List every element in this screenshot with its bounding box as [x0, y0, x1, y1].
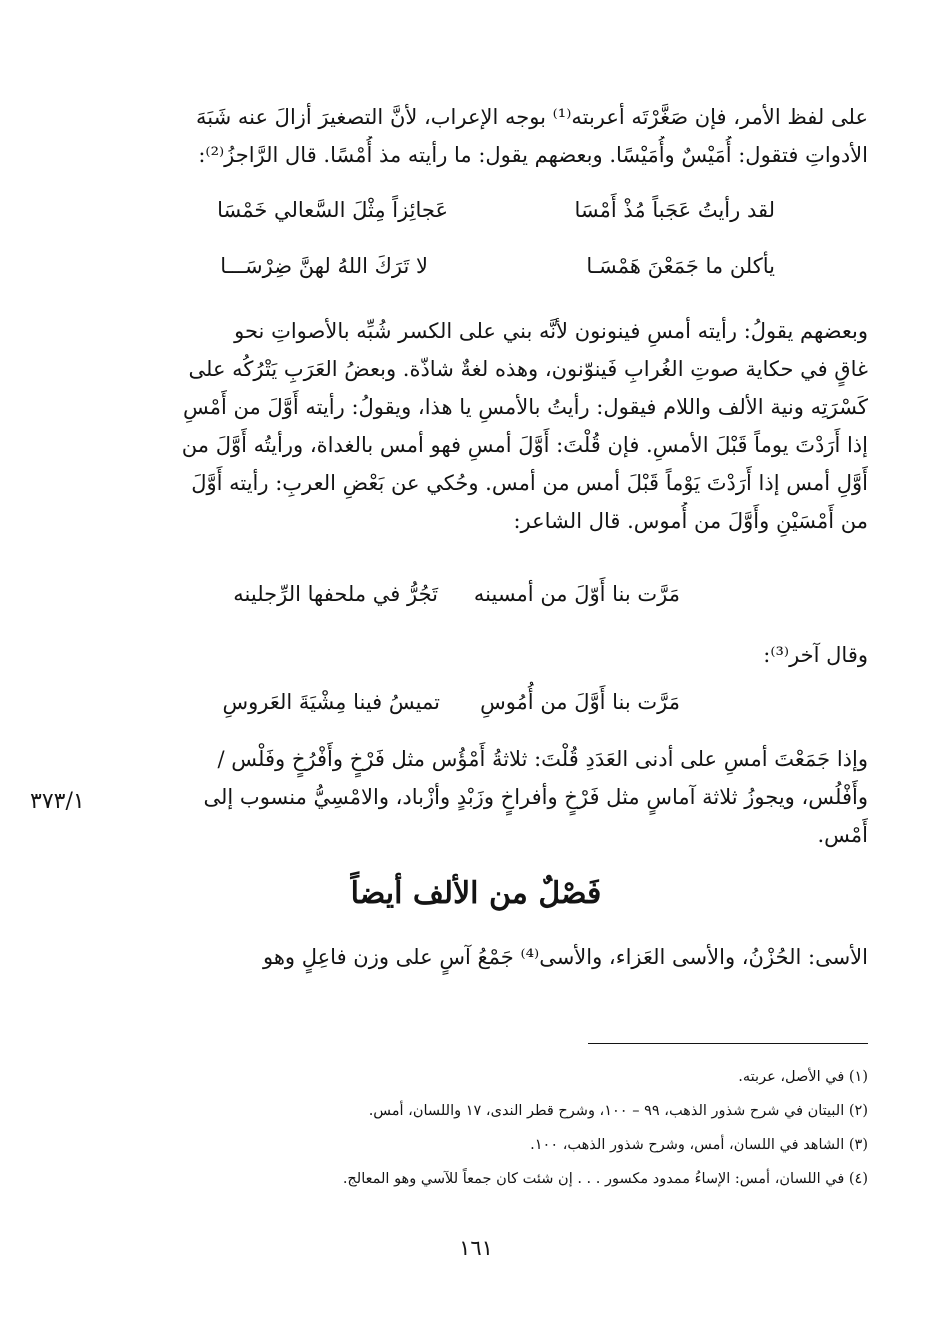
text-line: أَمْس.: [817, 823, 868, 847]
text-line: الأسى: الحُزْنُ، والأسى العَزاء، والأسى⁽⁴⁾ جَمْعُ آسٍ على وزن فاعِلٍ وهو: [263, 945, 868, 969]
verse-second-hemistich: لا تَرَكَ اللهُ لهنَّ ضِرْسَـــا: [220, 254, 428, 278]
verse-3: [140, 582, 868, 622]
verse-first-hemistich: يأكلن ما جَمَعْنَ هَمْسَـا: [586, 254, 775, 278]
footnote-4: (٤) في اللسان، أمس: الإساءُ ممدود مكسور . . . إن شئت كان جمعاً للآسي وهو المعالج.: [342, 1171, 868, 1187]
verse-4: [140, 690, 868, 730]
section-title: فَصْلٌ من الألف أيضاً: [350, 876, 602, 911]
text-line: وبعضهم يقولُ: رأيته أمسِ فينونون لأنَّه بني على الكسر شُبِّه بالأصواتِ نحو: [234, 319, 868, 343]
paragraph-1: [140, 98, 868, 174]
margin-reference: ٣٧٣/١: [30, 789, 85, 814]
text-line: الأدواتِ فتقول: أُمَيْسٌ وأُمَيْسًا. وبعضهم يقول: ما رأيته مذ أُمْسًا. قال الرَّاجزُ⁽²⁾:: [198, 143, 868, 167]
verse-second-hemistich: عَجائِزاً مِثْلَ السَّعالي خَمْسَا: [217, 198, 448, 222]
verse-first-hemistich: مَرَّت بنا أَوّلَ من أمسينه: [473, 582, 680, 606]
text-line: وقال آخر⁽³⁾:: [763, 643, 868, 667]
text-line: على لفظ الأمر، فإن صَغَّرْتَه أعربته⁽¹⁾ بوجه الإعراب، لأنَّ التصغيرَ أزالَ عنه شَبَهَ: [196, 105, 868, 129]
footnote-3: (٣) الشاهد في اللسان، أمس، وشرح شذور الذهب، ١٠٠.: [530, 1137, 868, 1153]
verse-first-hemistich: لقد رأيتُ عَجَباً مُذْ أَمْسَا: [574, 198, 775, 222]
paragraph-3: [140, 740, 868, 854]
verse-intro: [140, 636, 868, 674]
footnotes: [140, 1062, 868, 1198]
text-line: من أَمْسَيْنِ وأَوَّلَ من أُموس. قال الشاعر:: [513, 509, 868, 533]
paragraph-2: [140, 312, 868, 540]
paragraph-4: [140, 938, 868, 976]
text-line: غاقٍ في حكاية صوتِ الغُرابِ فَينوّنون، وهذه لغةٌ شاذّة. وبعضُ العَرَبِ يَتْرُكُه على: [188, 357, 868, 381]
verse-second-hemistich: تَجُرُّ في ملحفها الرِّجلينه: [233, 582, 438, 606]
verse-2: [140, 254, 868, 294]
verse-first-hemistich: مَرَّت بنا أَوَّلَ من أُمُوسِ: [480, 690, 680, 714]
verse-second-hemistich: تميسُ فينا مِشْيَةَ العَروسِ: [222, 690, 440, 714]
text-line: أَوَّلِ أمس إذا أَرَدْتَ يَوْماً قَبْلَ أمس من أمس. وحُكي عن بَعْضِ العربِ: رأيته أَوَّلَ: [191, 471, 868, 495]
footnote-separator: [588, 1043, 868, 1044]
footnote-2: (٢) البيتان في شرح شذور الذهب، ٩٩ – ١٠٠، وشرح قطر الندى، ١٧ واللسان، أمس.: [368, 1103, 868, 1119]
text-line: كَسْرَتِه ونية الألف واللام فيقول: رأيتُ بالأمسِ يا هذا، ويقولُ: رأيته أَوَّلَ من أَمْسِ: [183, 395, 868, 419]
text-line: إذا أَرَدْتَ يوماً قَبْلَ الأمسِ. فإن قُلْتَ: أَوَّلَ أمسِ فهو أمس بالغداة، ورأيتُه أَوَّلَ من: [181, 433, 868, 457]
verse-1: [140, 198, 868, 238]
text-line: وأَفْلُس، ويجوزُ ثلاثة آماسٍ مثل فَرْخٍ وأفراخٍ وزَبْدٍ وأزْباد، والامْسِيُّ منسوب إلى: [203, 785, 868, 809]
footnote-1: (١) في الأصل، عربته.: [738, 1069, 868, 1085]
page-number: ١٦١: [459, 1236, 493, 1260]
text-line: وإذا جَمَعْتَ أمسِ على أدنى العَدَدِ قُلْتَ: ثلاثةُ أَمْؤُس مثل فَرْخٍ وأَفْرُخٍ وفَلْس /: [217, 747, 868, 771]
